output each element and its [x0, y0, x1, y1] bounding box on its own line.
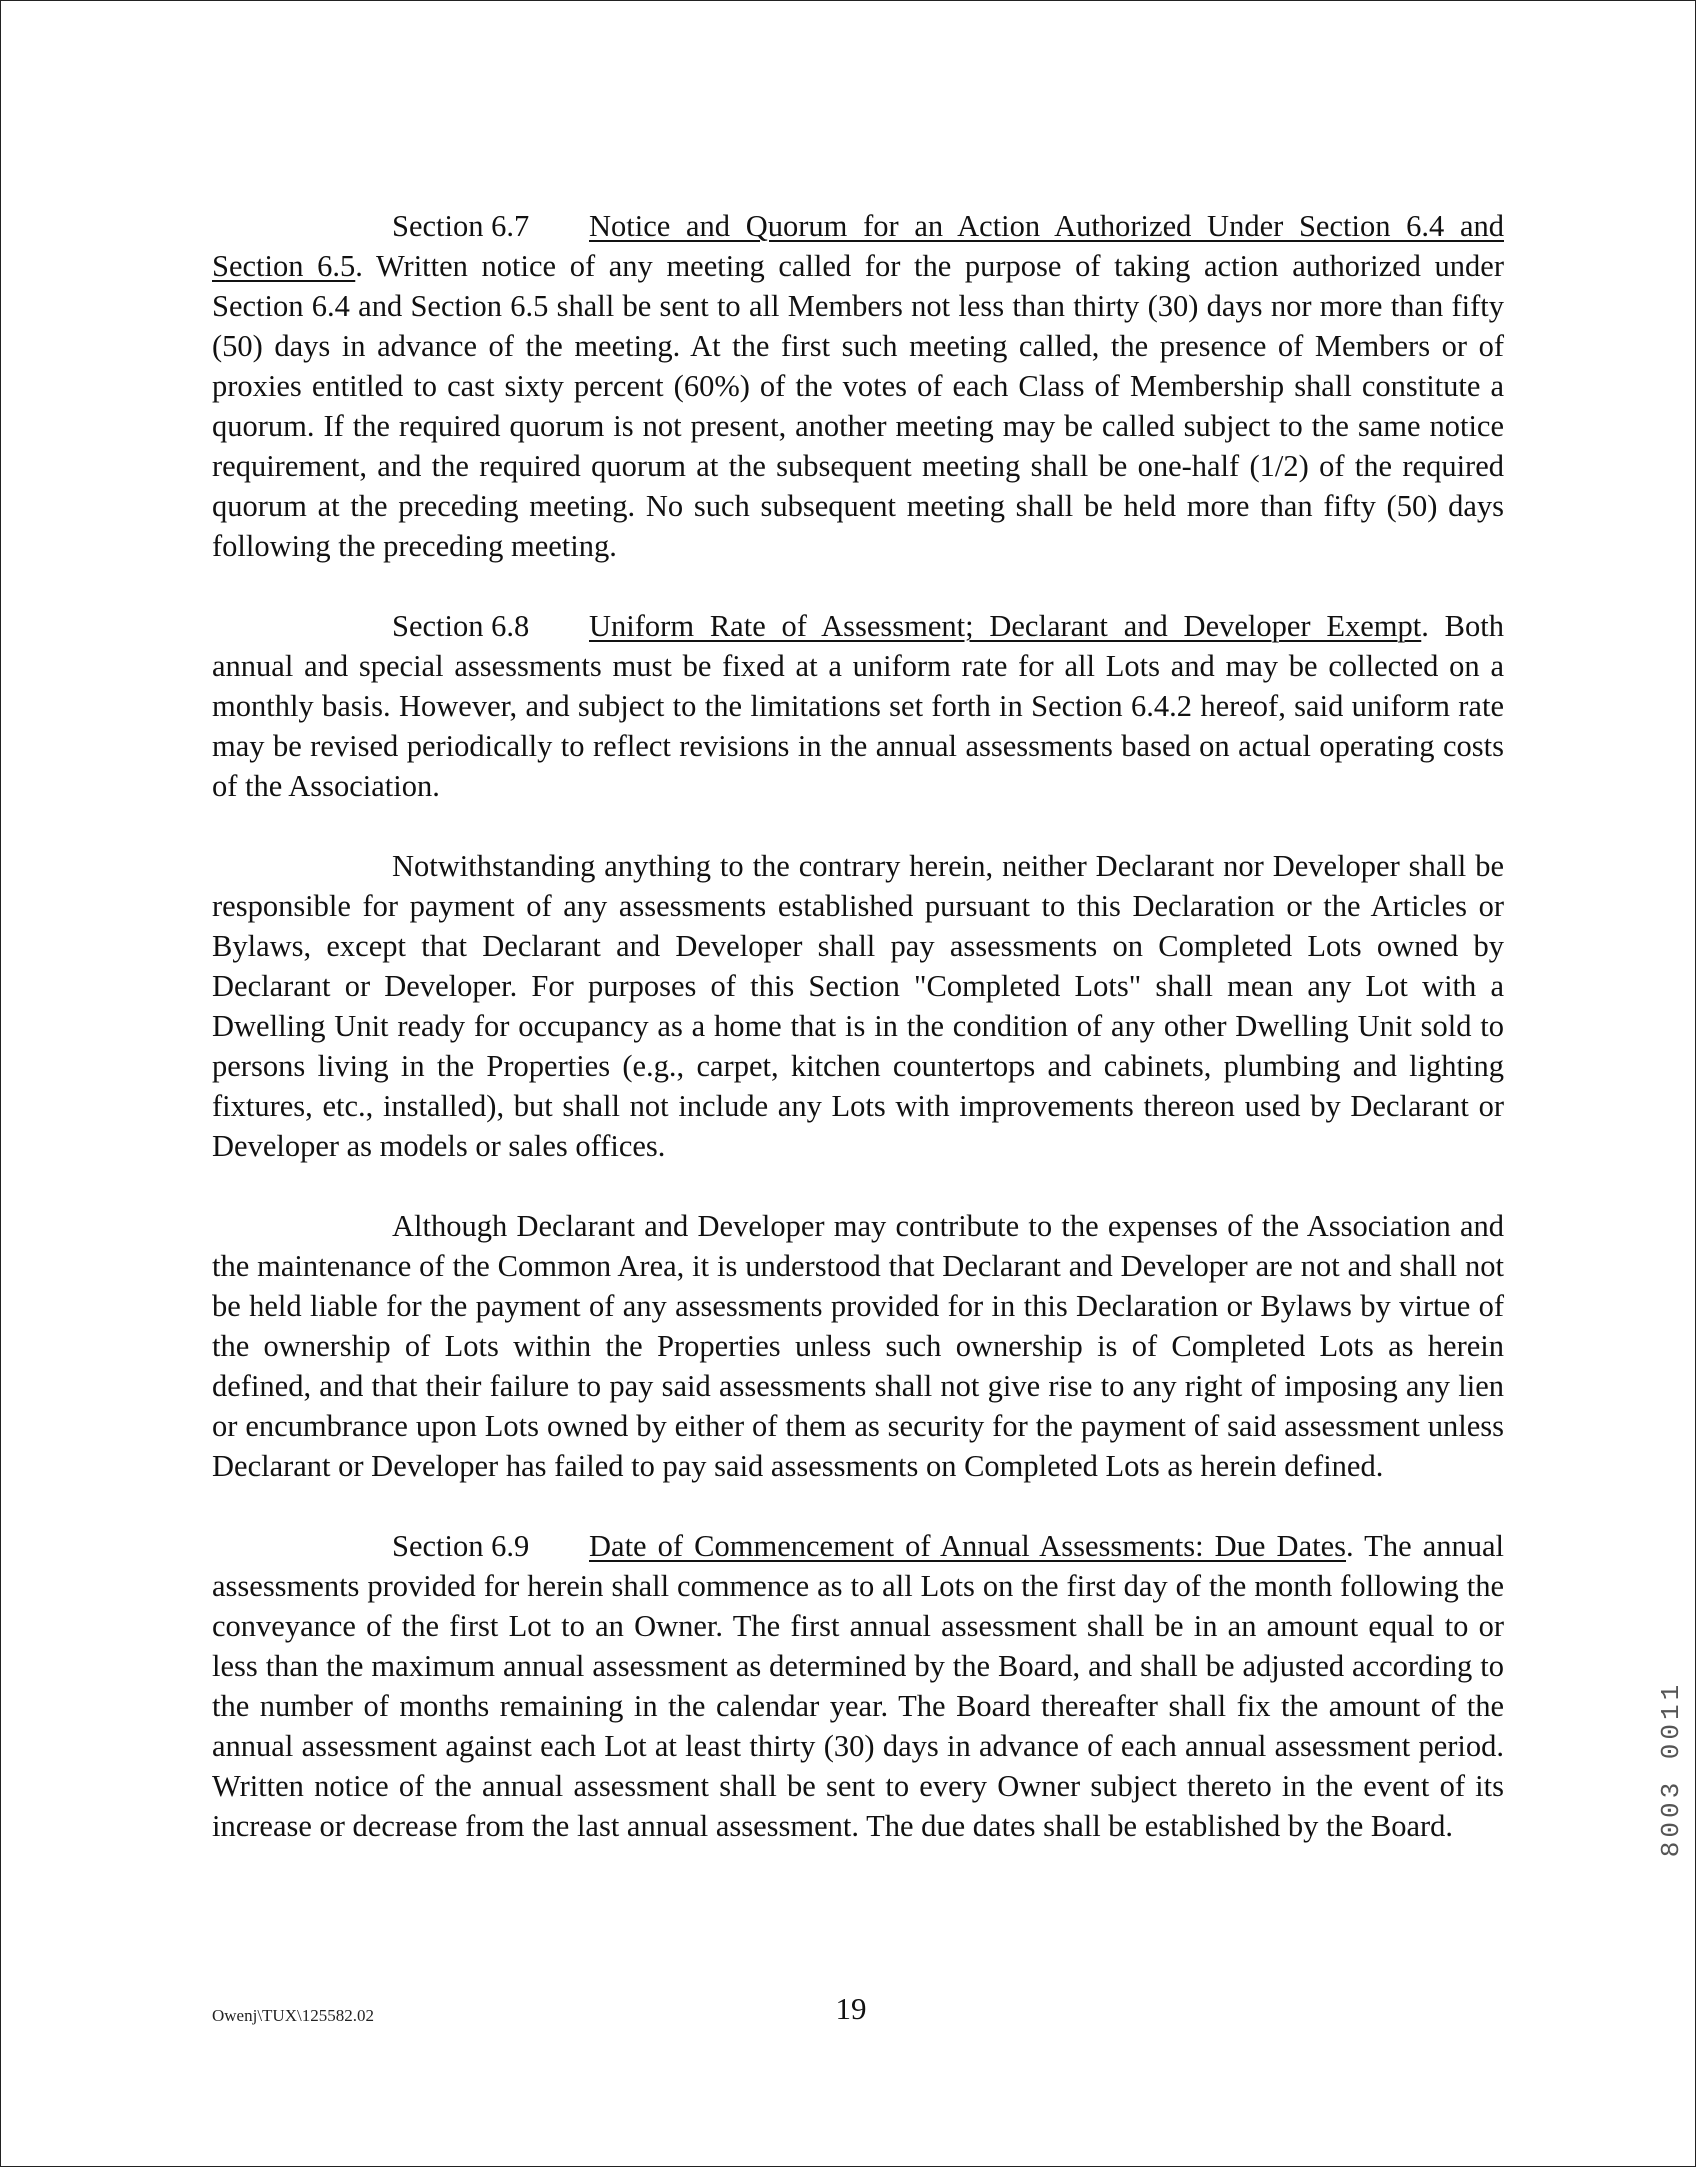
section-title: Uniform Rate of Assessment; Declarant and Developer Exempt: [589, 609, 1422, 643]
paragraph-section-6-7: [212, 206, 1504, 566]
document-body: [212, 206, 1504, 1886]
section-number: Section 6.9: [392, 1529, 530, 1563]
paragraph-section-6-9: [212, 1526, 1504, 1846]
page-number: 19: [835, 1991, 867, 2026]
paragraph-section-6-8: [212, 606, 1504, 806]
paragraph-declarant-liability: [212, 1206, 1504, 1486]
paragraph-text: . Written notice of any meeting called for the purpose of taking action authorized under Section 6.4 and Section 6.5 shall be sent to all Members not less than thirty (30) days nor more than fifty (50) days in advance of the meeting. At the first such meeting called, the presence of Members or of proxies entitled to cast sixty percent (60%) of the votes of each Class of Membership shall constitute a quorum. If the required quorum is not present, another meeting may be called subject to the same notice requirement, and the required quorum at the subsequent meeting shall be one-half (1/2) of the required quorum at the preceding meeting. No such subsequent meeting shall be held more than fifty (50) days following the preceding meeting.: [212, 249, 1504, 563]
side-stamp: [1656, 1569, 1686, 1969]
section-title: Notice and Quorum for an Action Authorized Under Section 6.4 and Section 6.5: [212, 209, 1504, 283]
section-title: Date of Commencement of Annual Assessments: Due Dates: [589, 1529, 1347, 1563]
section-number: Section 6.7: [392, 209, 530, 243]
document-id: Owenj\TUX\125582.02: [212, 2006, 374, 2025]
section-number: Section 6.8: [392, 609, 530, 643]
paragraph-text: . The annual assessments provided for herein shall commence as to all Lots on the first day of the month following the conveyance of the first Lot to an Owner. The first annual assessment shall be in an amount equal to or less than the maximum annual assessment as determined by the Board, and shall be adjusted according to the number of months remaining in the calendar year. The Board thereafter shall fix the amount of the annual assessment against each Lot at least thirty (30) days in advance of each annual assessment period. Written notice of the annual assessment shall be sent to every Owner subject thereto in the event of its increase or decrease from the last annual assessment. The due dates shall be established by the Board.: [212, 1529, 1505, 1843]
paragraph-text: . Both annual and special assessments must be fixed at a uniform rate for all Lots and may be collected on a monthly basis. However, and subject to the limitations set forth in Section 6.4.2 hereof, said uniform rate may be revised periodically to reflect revisions in the annual assessments based on actual operating costs of the Association.: [212, 609, 1504, 803]
paragraph-text: Although Declarant and Developer may contribute to the expenses of the Association and the maintenance of the Common Area, it is understood that Declarant and Developer are not and shall not be held liable for the payment of any assessments provided for in this Declaration or Bylaws by virtue of the ownership of Lots within the Properties unless such ownership is of Completed Lots as herein defined, and that their failure to pay said assessments shall not give rise to any right of imposing any lien or encumbrance upon Lots owned by either of them as security for the payment of said assessment unless Declarant or Developer has failed to pay said assessments on Completed Lots as herein defined.: [212, 1209, 1504, 1483]
side-stamp-text: 8003 0011: [1656, 1680, 1686, 1858]
paragraph-completed-lots: [212, 846, 1504, 1166]
paragraph-text: Notwithstanding anything to the contrary herein, neither Declarant nor Developer shall be responsible for payment of any assessments established pursuant to this Declaration or the Articles or Bylaws, except that Declarant and Developer shall pay assessments on Completed Lots owned by Declarant or Developer. For purposes of this Section "Completed Lots" shall mean any Lot with a Dwelling Unit ready for occupancy as a home that is in the condition of any other Dwelling Unit sold to persons living in the Properties (e.g., carpet, kitchen countertops and cabinets, plumbing and lighting fixtures, etc., installed), but shall not include any Lots with improvements thereon used by Declarant or Developer as models or sales offices.: [212, 849, 1504, 1163]
